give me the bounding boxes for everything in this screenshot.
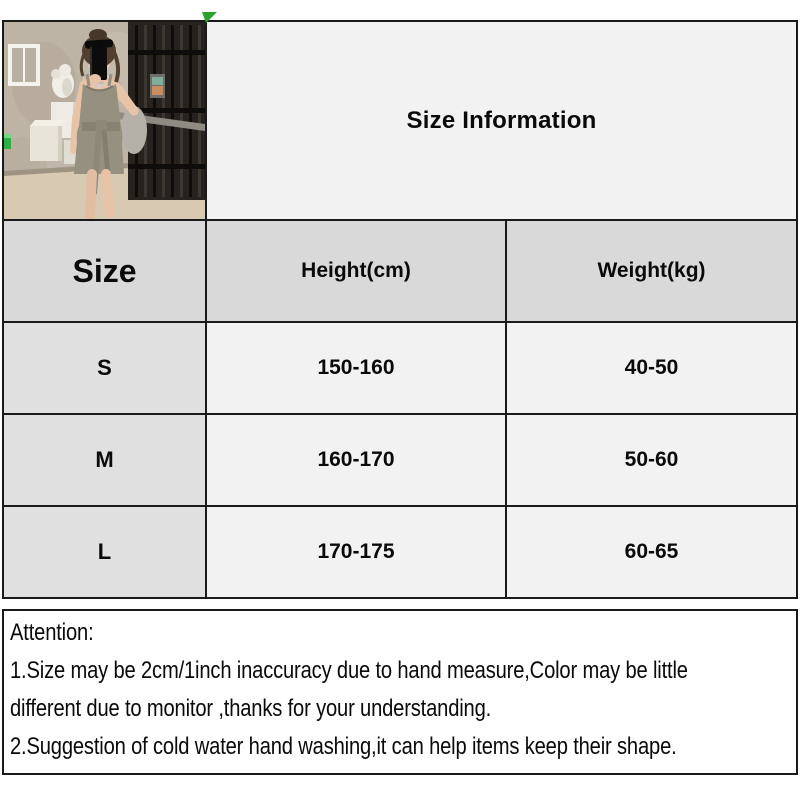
size-chart-sheet — [2, 20, 798, 599]
attention-line: 2.Suggestion of cold water hand washing,it can help items keep their shape. — [10, 733, 677, 760]
height-cell: 170-175 — [207, 507, 507, 597]
photo-window — [8, 44, 40, 86]
product-photo — [4, 22, 207, 219]
attention-heading: Attention: — [10, 619, 94, 646]
attention-line: different due to monitor ,thanks for your understanding. — [10, 695, 492, 722]
col-header-size: Size — [4, 221, 207, 321]
weight-cell: 60-65 — [624, 540, 679, 563]
col-header-weight: Weight(kg) — [597, 259, 706, 282]
table-row-m — [4, 413, 796, 505]
table-header-row — [4, 219, 796, 321]
size-cell: S — [4, 323, 207, 413]
col-header-height: Height(cm) — [207, 221, 507, 321]
height-cell: 160-170 — [207, 415, 507, 505]
height-cell: 150-160 — [207, 323, 507, 413]
title-cell — [207, 22, 796, 219]
table-row-l — [4, 505, 796, 597]
attention-line: 1.Size may be 2cm/1inch inaccuracy due to hand measure,Color may be little — [10, 657, 688, 684]
table-row-s — [4, 321, 796, 413]
weight-cell: 40-50 — [624, 356, 679, 379]
product-photo-illustration — [4, 22, 205, 219]
attention-note — [2, 609, 798, 775]
photo-green-switch — [4, 134, 11, 149]
size-cell: L — [4, 507, 207, 597]
weight-cell: 50-60 — [624, 448, 679, 471]
green-corner-marker-icon — [202, 12, 217, 23]
page-title: Size Information — [406, 106, 597, 134]
top-row — [4, 22, 796, 219]
size-cell: M — [4, 415, 207, 505]
